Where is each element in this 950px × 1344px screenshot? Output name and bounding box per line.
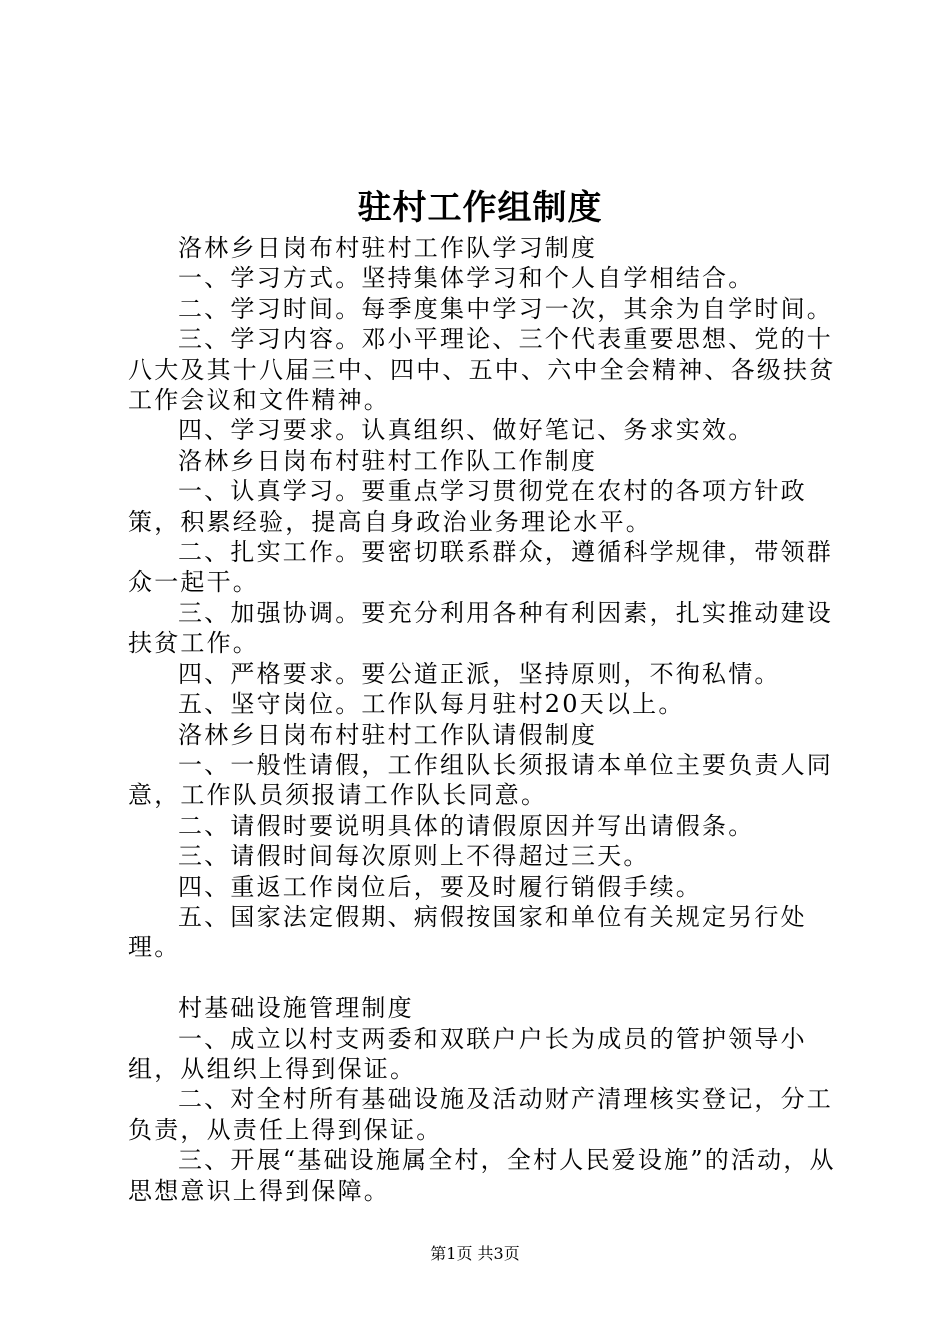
paragraph: 一、一般性请假，工作组队长须报请本单位主要负责人同意，工作队员须报请工作队长同意。: [128, 750, 833, 810]
paragraph: 五、坚守岗位。工作队每月驻村20天以上。: [178, 690, 685, 719]
paragraph: 二、请假时要说明具体的请假原因并写出请假条。: [178, 811, 755, 840]
paragraph: 三、学习内容。邓小平理论、三个代表重要思想、党的十八大及其十八届三中、四中、五中、六中全会精神、各级扶贫工作会议和文件精神。: [128, 325, 836, 415]
page-footer: 第1页 共3页: [430, 1244, 520, 1263]
paragraph: 三、开展“基础设施属全村，全村人民爱设施”的活动，从思想意识上得到保障。: [128, 1146, 836, 1205]
paragraph: 三、加强协调。要充分利用各种有利因素，扎实推动建设扶贫工作。: [128, 598, 833, 658]
section-heading-leave: 洛林乡日岗布村驻村工作队请假制度: [178, 720, 598, 749]
paragraph: 五、国家法定假期、病假按国家和单位有关规定另行处理。: [128, 902, 807, 962]
paragraph: 二、学习时间。每季度集中学习一次，其余为自学时间。: [178, 294, 833, 323]
document-body: [128, 233, 848, 1206]
paragraph: 二、扎实工作。要密切联系群众，遵循科学规律，带领群众一起干。: [128, 538, 833, 597]
paragraph: 三、请假时间每次原则上不得超过三天。: [178, 842, 650, 871]
section-heading-study: 洛林乡日岗布村驻村工作队学习制度: [178, 234, 598, 262]
paragraph: 二、对全村所有基础设施及活动财产清理核实登记，分工负责，从责任上得到保证。: [128, 1085, 833, 1144]
blank-line: [128, 963, 848, 993]
paragraph: 四、学习要求。认真组织、做好笔记、务求实效。: [178, 416, 755, 445]
paragraph: 四、严格要求。要公道正派，坚持原则，不徇私情。: [178, 659, 781, 688]
section-heading-infrastructure: 村基础设施管理制度: [178, 994, 414, 1023]
section-heading-work: 洛林乡日岗布村驻村工作队工作制度: [178, 446, 598, 475]
paragraph: 一、成立以村支两委和双联户户长为成员的管护领导小组，从组织上得到保证。: [128, 1024, 807, 1083]
document-title: 驻村工作组制度: [357, 188, 603, 228]
paragraph: 一、认真学习。要重点学习贯彻党在农村的各项方针政策，积累经验，提高自身政治业务理论水平。: [128, 477, 807, 536]
paragraph: 四、重返工作岗位后，要及时履行销假手续。: [178, 872, 702, 901]
paragraph: 一、学习方式。坚持集体学习和个人自学相结合。: [178, 264, 755, 293]
